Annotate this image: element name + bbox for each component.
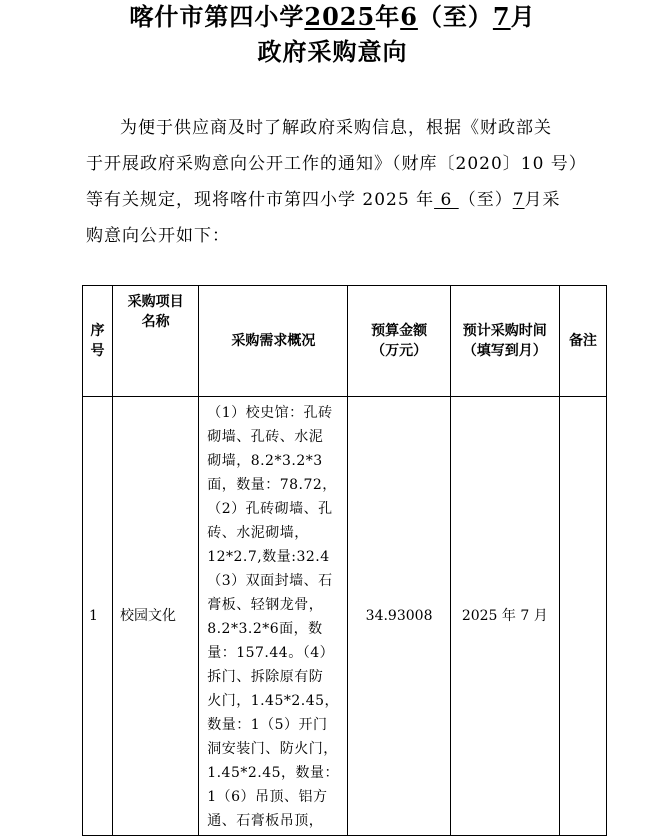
header-no-line: 号 <box>90 343 105 359</box>
header-time-line: （填写到月） <box>462 343 547 359</box>
requirements-line: 砌墙、孔砖、水泥 <box>207 429 324 445</box>
requirements-line: （2）孔砖砌墙、孔 <box>207 501 333 517</box>
requirements-line: 1.45*2.45，数量： <box>207 765 340 781</box>
header-budget <box>348 286 450 397</box>
requirements-line: 砌墙，8.2*3.2*3 <box>207 453 323 469</box>
intro-line: 购意向公开如下： <box>86 226 230 246</box>
header-time <box>450 286 559 397</box>
header-name-line: 采购项目 <box>127 294 184 310</box>
procurement-table <box>82 285 607 836</box>
header-project-name <box>113 286 199 397</box>
title-to: （至） <box>417 2 493 31</box>
cell-requirements <box>199 397 348 836</box>
intro-paragraph <box>86 110 606 254</box>
header-time-line: 预计采购时间 <box>462 323 547 339</box>
requirements-line: 面，数量：78.72， <box>207 477 337 493</box>
requirements-line: 12*2.7,数量:32.4 <box>207 549 330 565</box>
document-subtitle: 政府采购意向 <box>257 37 408 66</box>
intro-start-month: 6 <box>434 190 459 210</box>
header-budget-line: 预算金额 <box>371 323 428 339</box>
header-no-line: 序 <box>90 323 105 339</box>
title-start-month: 6 <box>400 2 418 31</box>
intro-end-month: 7 <box>512 190 525 210</box>
requirements-line: 量：157.44。（4） <box>207 645 335 661</box>
cell-budget: 34.93008 <box>348 397 450 836</box>
requirements-line: 拆门、拆除原有防 <box>207 669 324 685</box>
intro-line <box>86 182 606 218</box>
header-note: 备注 <box>559 286 606 397</box>
requirements-line: （3）双面封墙、石 <box>207 573 333 589</box>
title-school: 喀什市第四小学 <box>129 2 305 31</box>
table-header-row <box>83 286 607 397</box>
cell-note <box>559 397 606 836</box>
requirements-line: 火门，1.45*2.45， <box>207 693 340 709</box>
intro-line: 为便于供应商及时了解政府采购信息，根据《财政部关 <box>120 118 552 138</box>
header-budget-line: （万元） <box>371 343 428 359</box>
title-end-month: 7 <box>492 2 511 31</box>
header-name-line: 名称 <box>141 314 170 330</box>
requirements-line: 砖、水泥砌墙， <box>207 525 309 541</box>
title-year-char: 年 <box>375 2 401 31</box>
requirements-line: 洞安装门、防火门， <box>207 741 338 757</box>
title-month-char: 月 <box>510 2 536 31</box>
requirements-line: （1）校史馆：孔砖 <box>207 405 333 421</box>
intro-text: 等有关规定，现将喀什市第四小学 2025 年 <box>86 190 435 210</box>
cell-project-name: 校园文化 <box>113 397 199 836</box>
intro-line: 于开展政府采购意向公开工作的通知》（财库〔2020〕10 号） <box>86 154 587 174</box>
intro-text: 月采 <box>524 190 561 210</box>
requirements-line: 1（6）吊顶、铝方 <box>207 789 328 805</box>
requirements-text <box>207 399 340 833</box>
cell-time: 2025 年 7 月 <box>450 397 559 836</box>
intro-text: （至） <box>458 190 513 210</box>
requirements-line: 数量：1（5）开门 <box>207 717 328 733</box>
requirements-line: 膏板、轻钢龙骨， <box>207 597 324 613</box>
requirements-line: 8.2*3.2*6面，数 <box>207 621 323 637</box>
header-requirements: 采购需求概况 <box>199 286 348 397</box>
table-row <box>83 397 607 836</box>
requirements-line: 通、石膏板吊顶， <box>207 813 324 829</box>
header-no <box>83 286 113 397</box>
title-year: 2025 <box>304 2 376 31</box>
cell-no: 1 <box>83 397 113 836</box>
document-title <box>0 2 665 32</box>
